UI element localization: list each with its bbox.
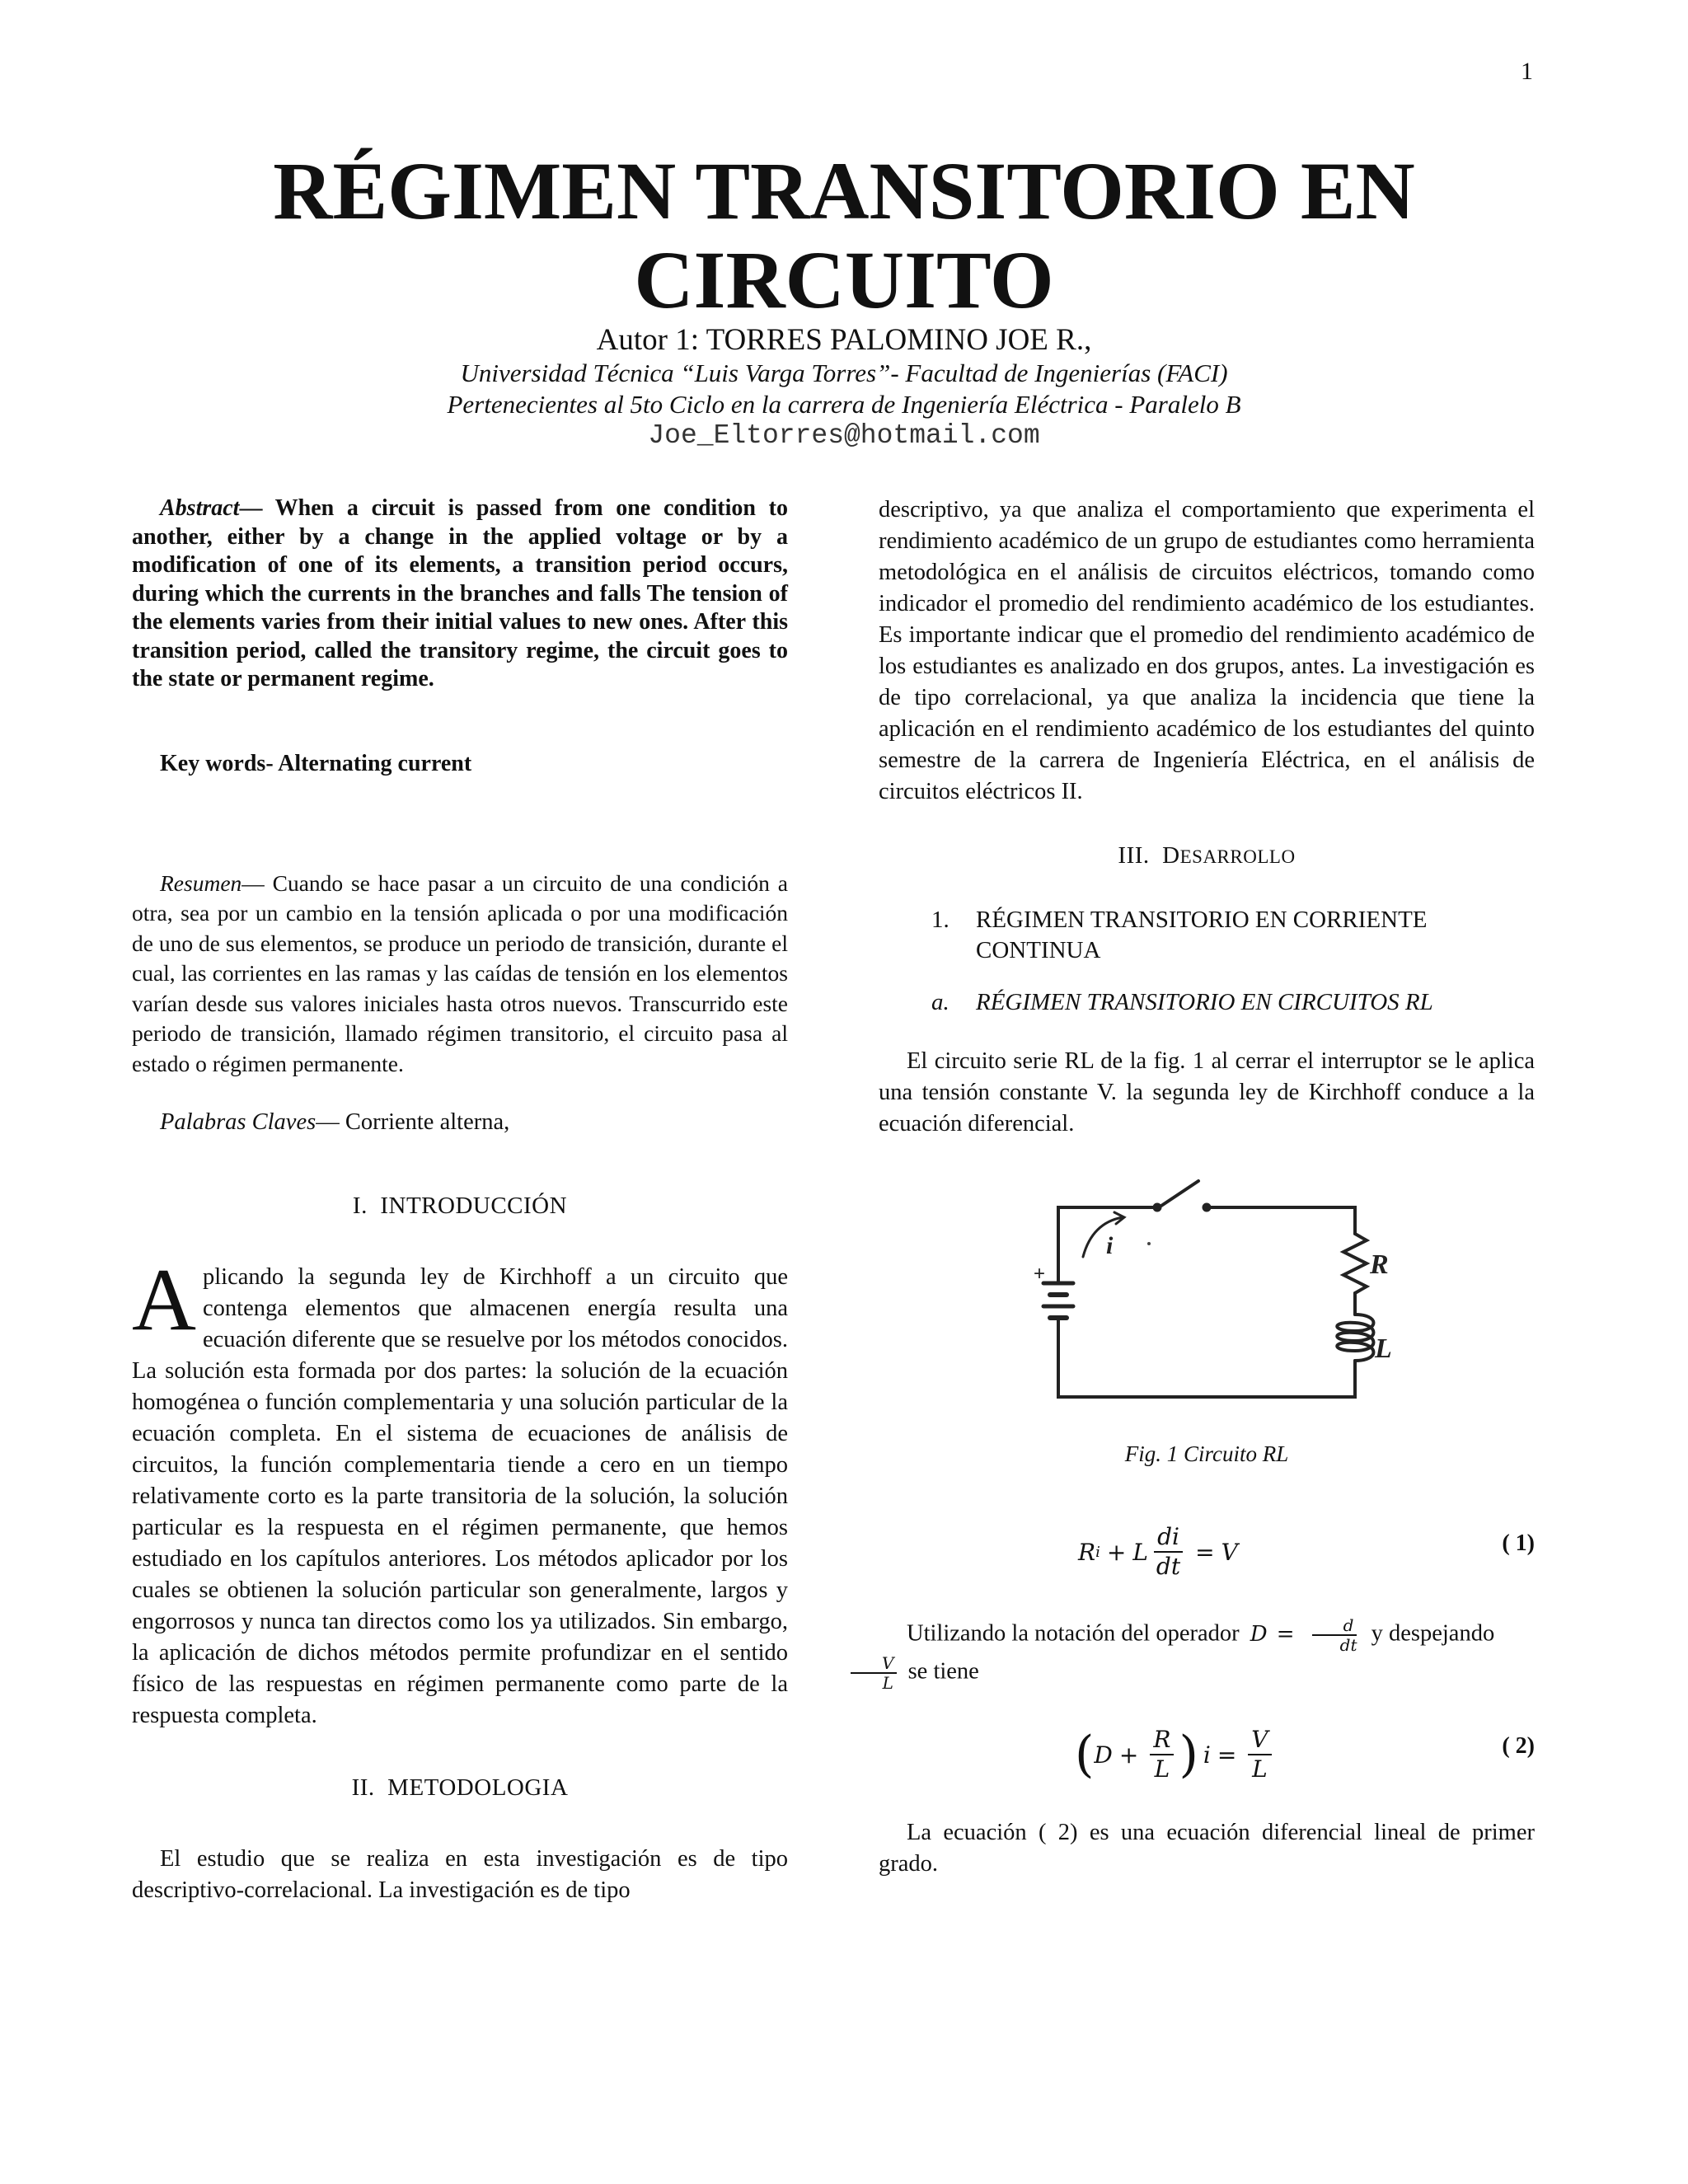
operator-text-1: Utilizando la notación del operador (907, 1620, 1240, 1647)
rl-paragraph: El circuito serie RL de la fig. 1 al cerrar el interruptor se le aplica una tensión constante V. la segunda ley de Kirchhoff conduce a la ecuación diferencial. (879, 1048, 1535, 1137)
operator-num: d (1312, 1616, 1357, 1636)
eq1-den: dt (1156, 1553, 1181, 1580)
introduccion-text: plicando la segunda ley de Kirchhoff a un circuito que contenga elementos que almacenen energía resulta una ecuación diferente que se resuelve por los métodos conocidos. La solución esta formada por dos partes: la solución de la ecuación homogénea o función complementaria y una solución particular de la ecuación completa. En el sistema de ecuaciones de análisis de circuitos, la función complementaria tiende a cero en un tiempo relativamente corto es la parte transitoria de la solución, la solución particular es la respuesta en el régimen permanente, que hemos estudiado en los capítulos anteriores. Los métodos aplicador por los cuales se obtienen la solución particular son generalmente, largos y engorrosos y nunca tan directos como los ya utilizados. Sin embargo, la aplicación de dichos métodos permite profundizar en el sentido físico de las respuestas en régimen permanente como parte de la respuesta completa. (132, 1264, 788, 1728)
operator-text-3: se tiene (907, 1658, 979, 1685)
section-number: I. (352, 1193, 368, 1219)
equation-2-number: ( 2) (1502, 1733, 1535, 1759)
author-block (132, 323, 1556, 452)
abstract-dash: — (239, 495, 263, 521)
operator-vl-fraction (851, 1654, 897, 1692)
introduccion-paragraph (132, 1251, 788, 1732)
switch-contact-left (1155, 1205, 1160, 1211)
eq1-fraction (1153, 1523, 1184, 1581)
subsection-heading-1 (879, 905, 1535, 966)
section-heading-desarrollo (879, 841, 1535, 872)
subsection-title: RÉGIMEN TRANSITORIO EN CORRIENTE CONTINUA (976, 907, 1428, 963)
resumen-lead: Resumen (160, 869, 242, 896)
subsection-number: 1. (931, 907, 950, 933)
section-title-first: D (1162, 842, 1180, 869)
equation-2-body (1075, 1722, 1277, 1788)
operator-vl-num: V (851, 1654, 897, 1674)
figure-caption: Fig. 1 Circuito RL (1124, 1441, 1289, 1466)
equation-2 (879, 1722, 1535, 1788)
current-label: i (1106, 1232, 1114, 1259)
eq1-equals: = (1195, 1538, 1215, 1566)
figure-dot (1147, 1242, 1151, 1245)
author-name: Autor 1: TORRES PALOMINO JOE R., (596, 323, 1092, 357)
operator-paragraph (879, 1616, 1535, 1692)
palabras-lead: Palabras Claves (160, 1109, 316, 1135)
operator-d: D (1250, 1621, 1268, 1647)
operator-vl-den: L (882, 1673, 893, 1693)
wire-bottom (1058, 1324, 1355, 1397)
resistor-symbol (1343, 1234, 1367, 1293)
eq1-r-sub: i (1095, 1543, 1100, 1561)
switch-blade (1161, 1181, 1198, 1206)
abstract-text: When a circuit is passed from one condition to another, either by a change in the applied voltage or by a modification of one of its elements, a transition period occurs, during which the currents in the branches and falls The tension of the elements varies from their initial values to new ones. After this transition period, called the transitory regime, the circuit goes to the state or permanent regime. (132, 495, 788, 691)
resumen-text: Cuando se hace pasar a un circuito de una condición a otra, sea por un cambio en la tensión aplicada o por una modificación de uno de sus elementos, se produce un periodo de transición, durante el cual, las corrientes en las ramas y las caídas de tensión en los elementos varían desde sus valores iniciales hasta otros nuevos. Transcurrido este periodo de transición, llamado régimen transitorio, el circuito pasa al estado o régimen permanente. (132, 869, 788, 1076)
page-number: 1 (1521, 58, 1533, 85)
resistor-label: R (1370, 1249, 1389, 1280)
section-title-rest: ESARROLLO (1179, 846, 1296, 867)
inductor-label: L (1375, 1333, 1392, 1364)
eq2-rnum: V (1248, 1726, 1271, 1755)
eq2-d: D (1094, 1741, 1113, 1769)
section-heading-introduccion (132, 1191, 788, 1221)
eq1-num: di (1154, 1523, 1183, 1553)
subsection-number: a. (931, 989, 950, 1015)
eq2-i: i (1203, 1741, 1211, 1769)
paper-title (132, 147, 1556, 325)
section-number: II. (351, 1774, 375, 1801)
title-line-1: RÉGIMEN TRANSITORIO EN (273, 145, 1415, 237)
eq2-den: L (1154, 1755, 1170, 1783)
right-column (879, 494, 1535, 1880)
eq2-close-paren: ) (1179, 1726, 1198, 1783)
equation-1 (879, 1519, 1535, 1585)
abstract (132, 494, 788, 694)
equation-1-number: ( 1) (1502, 1530, 1535, 1556)
eq2-rden: L (1252, 1755, 1268, 1783)
resumen (132, 869, 788, 1080)
rl-circuit-figure (1025, 1174, 1392, 1422)
section-title: METODOLOGIA (387, 1774, 569, 1801)
rl-circuit-diagram (1025, 1174, 1392, 1422)
battery-plus-label: + (1034, 1263, 1046, 1285)
drop-cap: A (132, 1251, 196, 1349)
author-email[interactable]: Joe_Eltorres@hotmail.com (648, 420, 1040, 451)
palabras-dash: — (316, 1109, 340, 1135)
operator-equals: = (1276, 1621, 1295, 1647)
wire-top-right (1207, 1207, 1355, 1234)
palabras-text: Corriente alterna, (339, 1109, 510, 1135)
affiliation-1: Universidad Técnica “Luis Varga Torres”- Facultad de Ingenierías (FACI) (460, 359, 1228, 387)
eq2-open-paren: ( (1075, 1726, 1095, 1783)
palabras-claves (132, 1107, 788, 1138)
operator-text-2: y despejando (1371, 1620, 1495, 1647)
eq2-equals: = (1217, 1741, 1237, 1769)
eq1-v: V (1221, 1538, 1238, 1566)
operator-den: dt (1339, 1635, 1357, 1655)
subsection-heading-a (879, 987, 1535, 1018)
section-number: III. (1118, 842, 1150, 869)
abstract-lead: Abstract (160, 495, 240, 521)
metodologia-paragraph-right: descriptivo, ya que analiza el comportamiento que experimenta el rendimiento académico de un grupo de estudiantes como herramienta metodológica en el análisis de circuitos eléctricos, tomando como indicador el promedio del rendimiento académico de los estudiantes. Es importante indicar que el promedio del rendimiento académico de los estudiantes es analizado en dos grupos, antes. La investigación es de tipo correlacional, ya que analiza la incidencia que tiene la aplicación en el rendimiento académico de los estudiantes del quinto semestre de la carrera de Ingeniería Eléctrica, en el análisis de circuitos eléctricos II. (879, 497, 1535, 804)
resumen-dash: — (241, 869, 265, 896)
keywords: Key words- Alternating current (160, 750, 472, 776)
eq2-fraction-right (1248, 1726, 1271, 1783)
eq1-l: L (1132, 1538, 1148, 1566)
affiliation-2: Pertenecientes al 5to Ciclo en la carrera de Ingeniería Eléctrica - Paralelo B (447, 390, 1241, 419)
title-line-2: CIRCUITO (634, 234, 1054, 326)
eq2-num: R (1150, 1726, 1174, 1755)
final-paragraph: La ecuación ( 2) es una ecuación diferencial lineal de primer grado. (879, 1820, 1535, 1877)
eq2-fraction-left (1150, 1726, 1174, 1783)
section-title: INTRODUCCIÓN (380, 1193, 568, 1219)
eq1-plus: + (1106, 1538, 1127, 1566)
eq1-r: R (1078, 1538, 1096, 1566)
left-column (132, 494, 788, 1906)
equation-1-body (1078, 1519, 1238, 1585)
operator-fraction (1309, 1616, 1361, 1654)
inductor-symbol (1337, 1315, 1373, 1361)
subsection-title: RÉGIMEN TRANSITORIO EN CIRCUITOS RL (976, 989, 1433, 1015)
eq2-plus: + (1118, 1741, 1139, 1769)
section-heading-metodologia (132, 1773, 788, 1802)
metodologia-paragraph-left: El estudio que se realiza en esta investigación es de tipo descriptivo-correlacional. La investigación es de tipo (132, 1846, 788, 1903)
